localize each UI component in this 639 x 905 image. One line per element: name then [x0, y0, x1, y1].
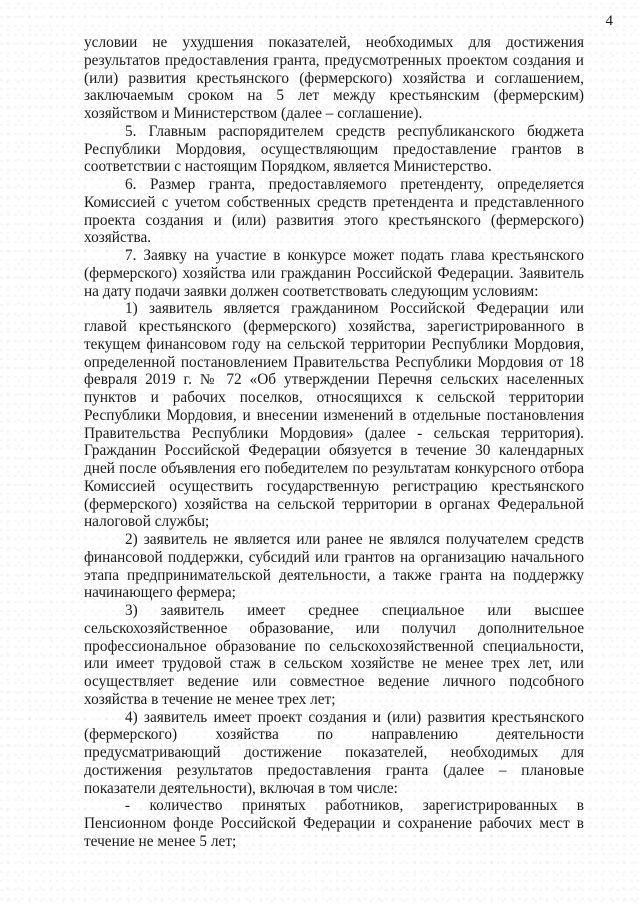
condition-2: 2) заявитель не является или ранее не являлся получателем средств финансовой поддержки, субсидий или грантов на организацию начального этапа предпринимательской деятельности, а также гранта на поддержку начинающего фермера;	[84, 531, 584, 602]
page-number: 4	[605, 13, 613, 29]
paragraph-continuation: условии не ухудшения показателей, необходимых для достижения результатов предоставления гранта, предусмотренных проектом создания и (или) развития крестьянского (фермерского) хозяйства и соглашением, заключаемым сроком на 5 лет между крестьянским (фермерским) хозяйством и Министерством (далее – соглашение).	[84, 34, 584, 122]
document-body	[84, 34, 584, 851]
paragraph-item-6: 6. Размер гранта, предоставляемого претенденту, определяется Комиссией с учетом собственных средств претендента и представленного проекта создания и (или) развития этого крестьянского (фермерского) хозяйства.	[84, 176, 584, 247]
paragraph-item-7: 7. Заявку на участие в конкурсе может подать глава крестьянского (фермерского) хозяйства или гражданин Российской Федерации. Заявитель на дату подачи заявки должен соответствовать следующим условиям:	[84, 247, 584, 300]
paragraph-item-5: 5. Главным распорядителем средств республиканского бюджета Республики Мордовия, осуществляющим предоставление грантов в соответствии с настоящим Порядком, является Министерство.	[84, 122, 584, 176]
condition-4-subitem-workers: - количество принятых работников, зарегистрированных в Пенсионном фонде Российской Федерации и сохранение рабочих мест в течение не менее 5 лет;	[84, 797, 584, 850]
condition-4: 4) заявитель имеет проект создания и (или) развития крестьянского (фермерского) хозяйства по направлению деятельности предусматривающий достижение показателей, необходимых для достижения результатов предоставления гранта (далее – плановые показатели деятельности), включая в том числе:	[84, 708, 584, 797]
condition-1: 1) заявитель является гражданином Российской Федерации или главой крестьянского (фермерского) хозяйства, зарегистрированного в текущем финансовом году на сельской территории Республики Мордовия, определенной постановлением Правительства Республики Мордовия от 18 февраля 2019 г. № 72 «Об утверждении Перечня сельских населенных пунктов и рабочих поселков, относящихся к сельской территории Республики Мордовия, и внесении изменений в отдельные постановления Правительства Республики Мордовия» (далее - сельская территория). Гражданин Российской Федерации обязуется в течение 30 календарных дней после объявления его победителем по результатам конкурсного отбора Комиссией осуществить государственную регистрацию крестьянского (фермерского) хозяйства на сельской территории в органах Федеральной налоговой службы;	[84, 300, 584, 531]
condition-3: 3) заявитель имеет среднее специальное или высшее сельскохозяйственное образование, или получил дополнительное профессиональное образование по сельскохозяйственной специальности, или имеет трудовой стаж в сельском хозяйстве не менее трех лет, или осуществляет ведение или совместное ведение личного подсобного хозяйства в течение не менее трех лет;	[84, 602, 584, 708]
